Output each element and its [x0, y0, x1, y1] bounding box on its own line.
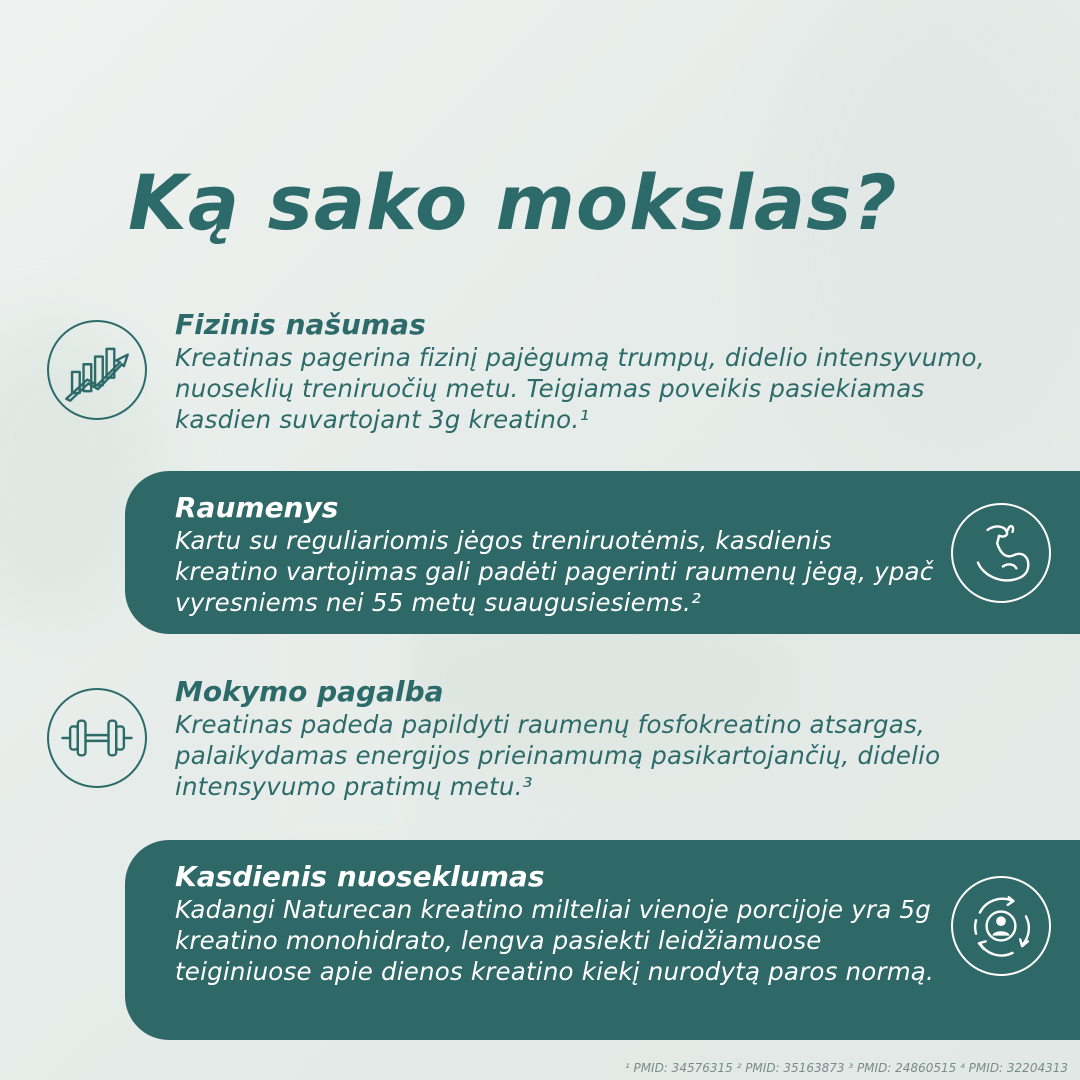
references-footnote: ¹ PMID: 34576315 ² PMID: 35163873 ³ PMID: 24860515 ⁴ PMID: 32204313	[624, 1061, 1068, 1075]
page-title: Ką sako mokslas?	[128, 158, 898, 247]
card-text: Kreatinas pagerina fizinį pajėgumą trumpų, didelio intensyvumo, nuoseklių treniruočių metu. Teigiamas poveikis pasiekiamas kasdien suvartojant 3g kreatino.¹	[175, 343, 985, 434]
card-text: Kadangi Naturecan kreatino milteliai vienoje porcijoje yra 5g kreatino monohidrato, lengva pasiekti leidžiamuose teiginiuose apie dienos kreatino kiekį nurodytą paros normą.	[175, 895, 934, 986]
dumbbell-icon	[47, 688, 147, 788]
card-heading: Kasdienis nuoseklumas	[175, 860, 545, 893]
card-heading: Fizinis našumas	[175, 308, 426, 341]
card-text: Kartu su reguliariomis jėgos treniruotėmis, kasdienis kreatino vartojimas gali padėti pagerinti raumenų jėgą, ypač vyresniems nei 55 metų suaugusiesiems.²	[175, 526, 934, 617]
growth-chart-icon	[47, 320, 147, 420]
card-daily-consistency	[125, 840, 1080, 1040]
card-muscles	[125, 471, 1080, 634]
card-training-support	[175, 675, 995, 802]
card-physical-performance	[175, 308, 1015, 435]
card-text: Kreatinas padeda papildyti raumenų fosfokreatino atsargas, palaikydamas energijos prieinamumą pasikartojančių, didelio intensyvumo pratimų metu.³	[175, 710, 941, 801]
card-heading: Raumenys	[175, 491, 339, 524]
person-cycle-icon	[951, 876, 1051, 976]
card-heading: Mokymo pagalba	[175, 675, 444, 708]
flexed-arm-icon	[951, 503, 1051, 603]
